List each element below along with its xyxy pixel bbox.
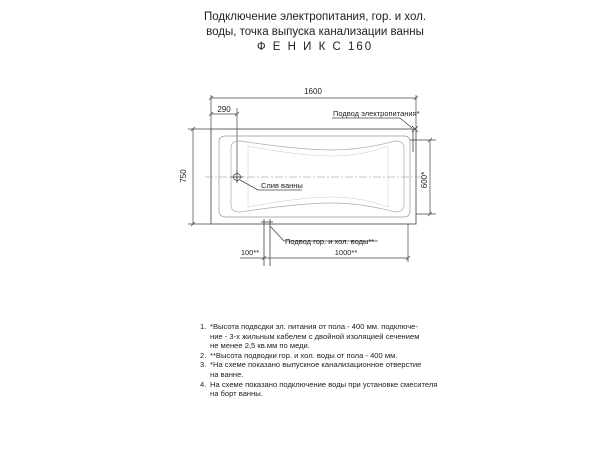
title-line-1: Подключение электропитания, гор. и хол. bbox=[203, 11, 427, 23]
note-item bbox=[200, 322, 460, 351]
note-item bbox=[200, 360, 460, 379]
water-supply-label: Подвод гор. и хол. воды** bbox=[285, 237, 375, 246]
note-item bbox=[200, 351, 460, 361]
note-number: 1. bbox=[200, 322, 207, 331]
power-supply-marker bbox=[332, 118, 418, 152]
note-number: 3. bbox=[200, 360, 207, 370]
note-text: **Высота подводки гор. и хол. воды от пола - 400 мм. bbox=[210, 350, 398, 360]
notes-list bbox=[200, 322, 460, 399]
note-number: 4. bbox=[200, 379, 207, 389]
offset-left-label: 290 bbox=[217, 105, 231, 114]
bathtub-bowl bbox=[231, 141, 404, 212]
dimension-height bbox=[188, 127, 211, 226]
note-number: 2. bbox=[200, 350, 207, 360]
drain-label: Слив ванны bbox=[261, 181, 303, 190]
inner-height-label: 600* bbox=[420, 171, 429, 189]
title-line-3: Ф Е Н И К С 160 bbox=[256, 41, 374, 53]
note-text: *Высота подвсдки эл. питания от пола - 400 мм. подключе- ние - 3-х жильным кабелем с двойной изоляцией сечением не менее 2,5 кв.мм по меди. bbox=[210, 322, 420, 351]
dimension-offset-left bbox=[209, 108, 239, 180]
note-item bbox=[200, 380, 460, 399]
title-line-2: воды, точка выпуска канализации ванны bbox=[206, 26, 424, 38]
water-left-offset-label: 100** bbox=[240, 248, 260, 257]
total-length-label: 1600 bbox=[304, 87, 322, 96]
water-right-offset-label: 1000** bbox=[334, 248, 358, 257]
power-supply-label: Подвод электропитания* bbox=[333, 109, 420, 118]
note-text: На схеме показано подключение воды при установке смесителя на борт ванны. bbox=[210, 379, 438, 399]
note-text: *На схеме показано выпускное канализационное отверстие на ванне. bbox=[210, 360, 422, 379]
bathtub-bowl-inner bbox=[248, 146, 388, 207]
height-label: 750 bbox=[179, 169, 188, 183]
